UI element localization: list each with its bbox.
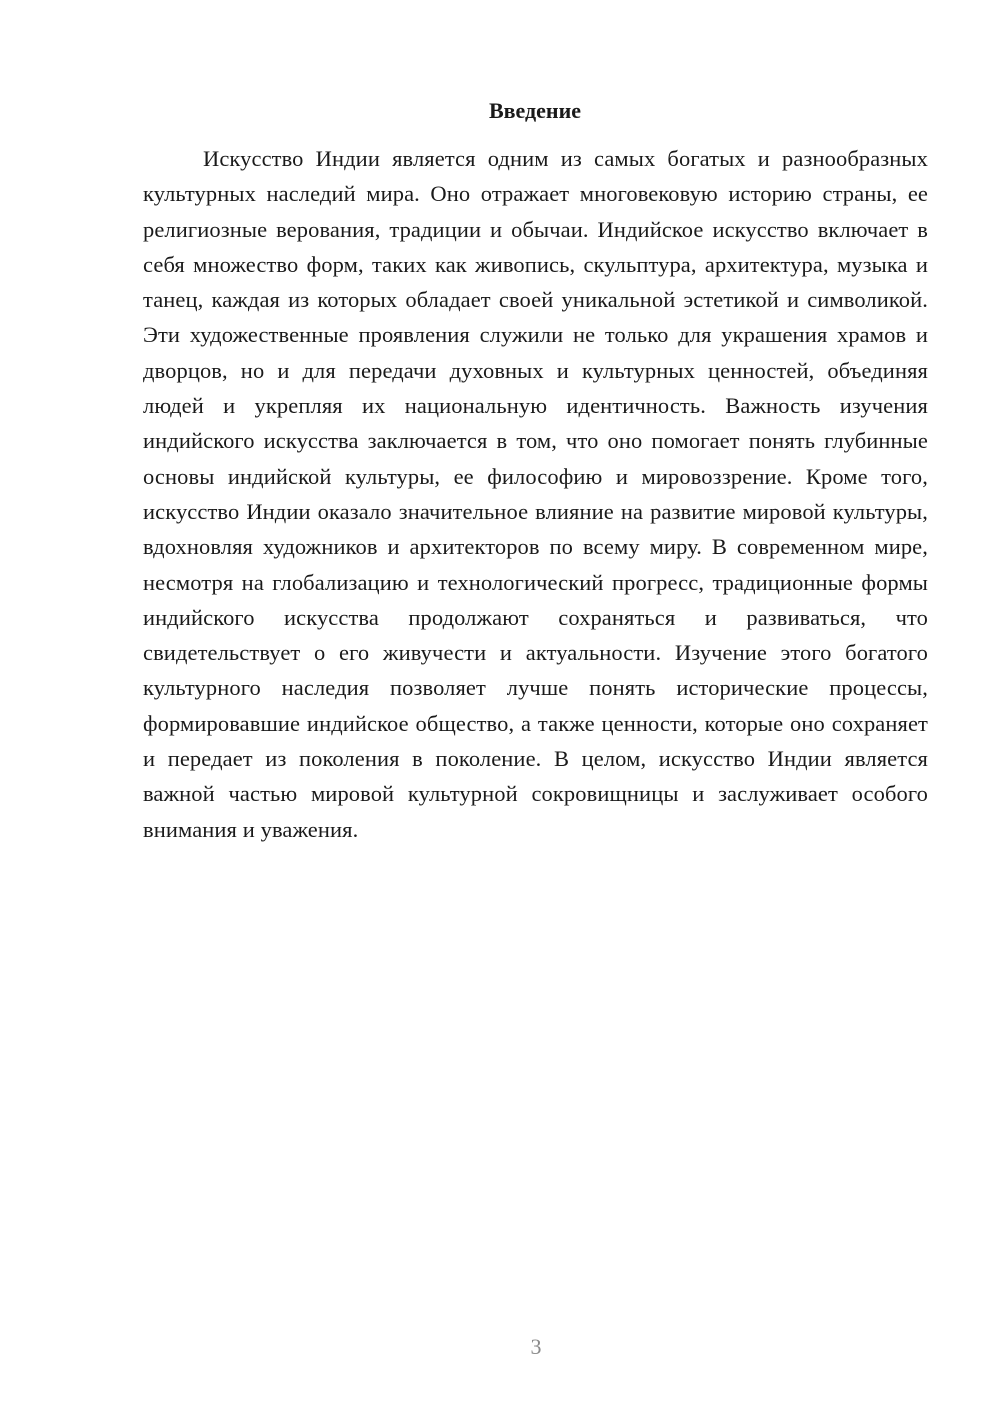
page-number: 3 [530,1334,542,1359]
page-title: Введение [488,98,582,123]
body-paragraph: Искусство Индии является одним из самых богатых и разнообразных культурных наследий мира. Оно отражает многовековую историю страны, ее религиозные верования, традиции и обычаи. Индийское искусство включает в себя множество форм, таких как живопись, скульптура, архитектура, музыка и танец, каждая из которых обладает своей уникальной эстетикой и символикой. Эти художественные проявления служили не только для украшения храмов и дворцов, но и для передачи духовных и культурных ценностей, объединяя людей и укрепляя их национальную идентичность. Важность изучения индийского искусства заключается в том, что оно помогает понять глубинные основы индийской культуры, ее философию и мировоззрение. Кроме того, искусство Индии оказало значительное влияние на развитие мировой культуры, вдохновляя художников и архитекторов по всему миру. В современном мире, несмотря на глобализацию и технологический прогресс, традиционные формы индийского искусства продолжают сохраняться и развиваться, что свидетельствует о его живучести и актуальности. Изучение этого богатого культурного наследия позволяет лучше понять исторические процессы, формировавшие индийское общество, а также ценности, которые оно сохраняет и передает из поколения в поколение. В целом, искусство Индии является важной частью мировой культурной сокровищницы и заслуживает особого внимания и уважения. [143,146,928,842]
